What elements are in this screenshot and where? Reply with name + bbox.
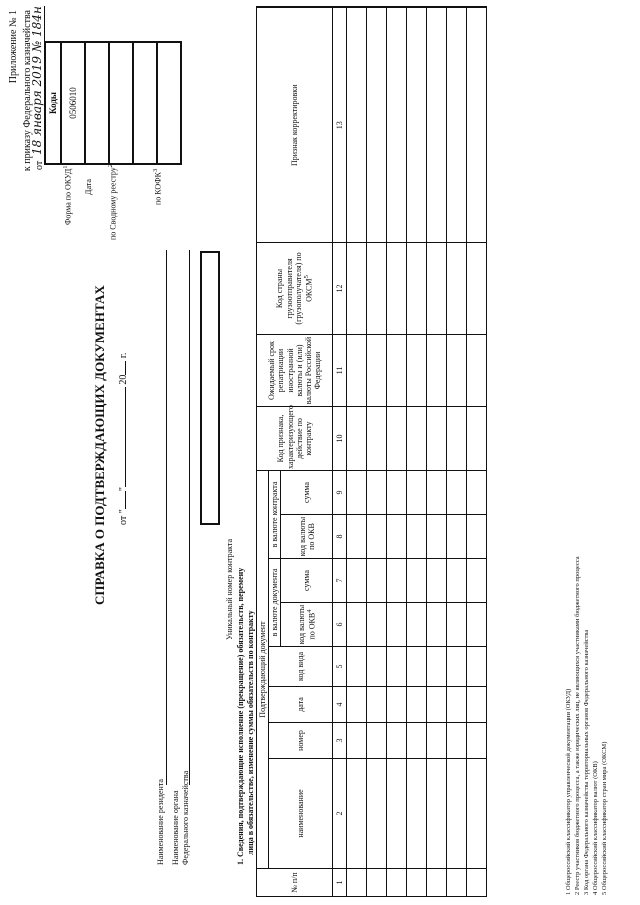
table-cell[interactable] — [367, 243, 387, 335]
table-cell[interactable] — [367, 559, 387, 603]
table-cell[interactable] — [347, 407, 367, 471]
col-term-header: Ожидаемый срок репатриации иностранной валюты и (или) валюты Российской Федерации — [257, 335, 333, 407]
table-cell[interactable] — [367, 723, 387, 759]
table-cell[interactable] — [347, 869, 367, 897]
col-number-8: 8 — [333, 515, 347, 559]
table-cell[interactable] — [407, 559, 427, 603]
table-cell[interactable] — [447, 407, 467, 471]
table-cell[interactable] — [387, 407, 407, 471]
table-cell[interactable] — [347, 243, 367, 335]
table-cell[interactable] — [427, 723, 447, 759]
okud-label: Форма по ОКУД$^1$ — [62, 165, 73, 225]
col-number-12: 12 — [333, 243, 347, 335]
currency-code-header-2: код валюты по ОКВ — [281, 515, 333, 559]
registry-value[interactable] — [109, 42, 133, 164]
table-cell[interactable] — [347, 559, 367, 603]
table-cell[interactable] — [467, 243, 487, 335]
table-row — [347, 8, 367, 897]
table-cell[interactable] — [387, 335, 407, 407]
table-cell[interactable] — [427, 869, 447, 897]
col-number-13: 13 — [333, 8, 347, 243]
confirming-doc-header: Подтверждающий документ — [257, 471, 269, 869]
order-prefix: от — [34, 160, 45, 170]
table-cell[interactable] — [347, 647, 367, 687]
col-date-header: дата — [269, 687, 333, 723]
col-country-header: Код страны грузоотправителя (грузополучателя) по ОКСМ$^5$ — [257, 243, 333, 335]
table-cell[interactable] — [387, 869, 407, 897]
table-cell[interactable] — [427, 471, 447, 515]
doc-currency-header: в валюте документа — [269, 559, 281, 647]
table-cell[interactable] — [367, 687, 387, 723]
table-cell[interactable] — [467, 471, 487, 515]
table-cell[interactable] — [407, 335, 427, 407]
table-cell[interactable] — [387, 8, 407, 243]
table-cell[interactable] — [427, 515, 447, 559]
footnote-4: 4 Общероссийский классификатор валют (ОКВ) — [592, 761, 599, 895]
table-cell[interactable] — [447, 647, 467, 687]
table-cell[interactable] — [447, 759, 467, 869]
table-cell[interactable] — [407, 759, 427, 869]
col-name-header: наименование — [269, 759, 333, 869]
col-number-3: 3 — [333, 723, 347, 759]
table-cell[interactable] — [347, 759, 367, 869]
col-number-5: 5 — [333, 647, 347, 687]
codes-header: Коды — [45, 42, 61, 164]
col-feature-header: Код признака, характеризующего действие по контракту — [257, 407, 333, 471]
date-line: от "" 20 г. — [118, 352, 129, 525]
table-cell[interactable] — [407, 8, 427, 243]
table-cell[interactable] — [347, 687, 367, 723]
col-number-2: 2 — [333, 759, 347, 869]
table-cell[interactable] — [467, 559, 487, 603]
table-cell[interactable] — [447, 723, 467, 759]
table-cell[interactable] — [467, 407, 487, 471]
table-cell[interactable] — [407, 603, 427, 647]
table-row — [427, 8, 447, 897]
table-cell[interactable] — [387, 603, 407, 647]
table-cell[interactable] — [447, 869, 467, 897]
table-cell[interactable] — [427, 243, 447, 335]
order-handwritten: 18 января 2019 № 184н — [30, 6, 44, 155]
table-cell[interactable] — [447, 687, 467, 723]
table-cell[interactable] — [467, 723, 487, 759]
table-cell[interactable] — [467, 335, 487, 407]
footnote-5: 5 Общероссийский классификатор стран мира (ОКСМ) — [601, 741, 608, 895]
table-cell[interactable] — [427, 407, 447, 471]
table-cell[interactable] — [467, 759, 487, 869]
table-cell[interactable] — [387, 687, 407, 723]
table-cell[interactable] — [407, 869, 427, 897]
table-cell[interactable] — [467, 515, 487, 559]
section1-title-line2: лица в обязательстве, изменение суммы обязательств по контракту — [246, 610, 255, 855]
col-number-10: 10 — [333, 407, 347, 471]
table-cell[interactable] — [367, 8, 387, 243]
table-cell[interactable] — [347, 335, 367, 407]
table-cell[interactable] — [367, 869, 387, 897]
table-row — [467, 8, 487, 897]
table-cell[interactable] — [387, 515, 407, 559]
table-cell[interactable] — [367, 335, 387, 407]
table-cell[interactable] — [447, 335, 467, 407]
treasury-label: Федерального казначейства — [181, 770, 190, 865]
table-cell[interactable] — [387, 559, 407, 603]
col-number-7: 7 — [333, 559, 347, 603]
table-cell[interactable] — [467, 8, 487, 243]
table-cell[interactable] — [347, 471, 367, 515]
footnote-1: 1 Общероссийский классификатор управленческой документации (ОКУД) — [565, 688, 572, 895]
table-cell[interactable] — [407, 243, 427, 335]
col-number-header: номер — [269, 723, 333, 759]
table-cell[interactable] — [407, 647, 427, 687]
documents-table — [256, 7, 487, 898]
page-title: СПРАВКА О ПОДТВЕРЖДАЮЩИХ ДОКУМЕНТАХ — [92, 285, 107, 605]
table-cell[interactable] — [427, 335, 447, 407]
table-cell[interactable] — [347, 723, 367, 759]
registry-value-2[interactable] — [133, 42, 157, 164]
table-cell[interactable] — [387, 647, 407, 687]
table-cell[interactable] — [407, 407, 427, 471]
appendix-label: Приложение № 1 — [8, 10, 19, 84]
table-cell[interactable] — [367, 515, 387, 559]
col-number-9: 9 — [333, 471, 347, 515]
table-cell[interactable] — [427, 687, 447, 723]
table-cell[interactable] — [387, 759, 407, 869]
table-cell[interactable] — [407, 687, 427, 723]
table-cell[interactable] — [387, 723, 407, 759]
kofk-value[interactable] — [157, 42, 181, 164]
table-cell[interactable] — [407, 471, 427, 515]
organ-label: Наименование органа — [171, 790, 180, 865]
currency-code-header: код валюты по ОКВ$^4$ — [281, 603, 333, 647]
table-row — [447, 8, 467, 897]
okud-value: 0506010 — [61, 42, 85, 164]
table-cell[interactable] — [347, 8, 367, 243]
col-number-6: 6 — [333, 603, 347, 647]
table-row — [367, 8, 387, 897]
table-cell[interactable] — [347, 515, 367, 559]
table-row — [387, 8, 407, 897]
footnote-2: 2 Реестр участников бюджетного процесса, а также юридических лиц, не являющихся участниками бюджетного процесса — [574, 556, 581, 895]
table-cell[interactable] — [367, 407, 387, 471]
footnote-3: 3 Код органа Федерального казначейства территориальных органов Федерального казначейства — [583, 629, 590, 895]
table-cell[interactable] — [367, 603, 387, 647]
sum-header: сумма — [281, 559, 333, 603]
codes-table — [44, 41, 182, 165]
kofk-label: по КОФК$^3$ — [152, 168, 163, 205]
table-cell[interactable] — [447, 243, 467, 335]
table-cell[interactable] — [407, 723, 427, 759]
registry-label: по Сводному реестру$^2$ — [107, 163, 118, 240]
contract-number-field[interactable] — [200, 251, 220, 525]
table-cell[interactable] — [447, 603, 467, 647]
col-no-header: № п/п — [257, 869, 333, 897]
col-number-1: 1 — [333, 869, 347, 897]
resident-label: Наименование резидента — [156, 779, 165, 865]
section1-title-line1: 1. Сведения, подтверждающие исполнение (прекращение) обязательств, перемену — [236, 567, 245, 865]
col-number-11: 11 — [333, 335, 347, 407]
table-cell[interactable] — [367, 647, 387, 687]
table-cell[interactable] — [467, 647, 487, 687]
table-cell[interactable] — [367, 471, 387, 515]
table-cell[interactable] — [447, 559, 467, 603]
table-cell[interactable] — [447, 471, 467, 515]
table-cell[interactable] — [387, 243, 407, 335]
table-row — [407, 8, 427, 897]
table-cell[interactable] — [387, 471, 407, 515]
date-value[interactable] — [85, 42, 109, 164]
col-correction-header: Признак корректировки — [257, 8, 333, 243]
table-cell[interactable] — [427, 559, 447, 603]
table-cell[interactable] — [367, 759, 387, 869]
sum-header-2: сумма — [281, 471, 333, 515]
table-cell[interactable] — [407, 515, 427, 559]
contract-number-label: Уникальный номер контракта — [225, 538, 234, 640]
table-cell[interactable] — [427, 603, 447, 647]
table-cell[interactable] — [447, 8, 467, 243]
table-cell[interactable] — [427, 647, 447, 687]
col-number-4: 4 — [333, 687, 347, 723]
date-label: Дата — [84, 179, 93, 195]
table-cell[interactable] — [447, 515, 467, 559]
table-cell[interactable] — [467, 869, 487, 897]
contract-currency-header: в валюте контракта — [269, 471, 281, 559]
table-cell[interactable] — [427, 8, 447, 243]
table-cell[interactable] — [427, 759, 447, 869]
col-type-header: код вида — [269, 647, 333, 687]
order-line: к приказу Федерального казначейства — [22, 10, 33, 172]
table-cell[interactable] — [467, 603, 487, 647]
table-cell[interactable] — [467, 687, 487, 723]
table-cell[interactable] — [347, 603, 367, 647]
column-numbers-row — [333, 8, 347, 897]
